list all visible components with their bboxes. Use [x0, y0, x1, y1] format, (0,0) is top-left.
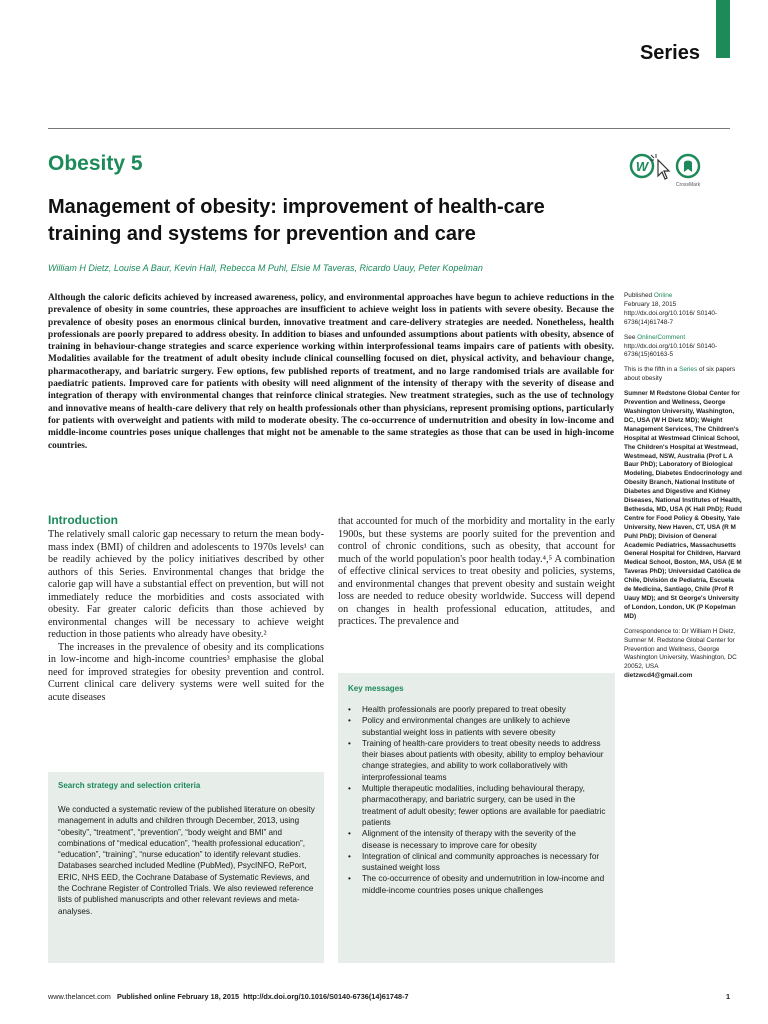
- introduction-heading: Introduction: [48, 513, 118, 527]
- list-item: • Multiple therapeutic modalities, including behavioural therapy, pharmacotherapy, and bariatric surgery, can be used in the treatment of adult obesity; fewer options are available for paediatric patients: [348, 783, 606, 828]
- published-note: [624, 292, 742, 328]
- sidebar: [624, 292, 742, 687]
- key-messages-title: Key messages: [348, 684, 404, 693]
- list-item: • Integration of clinical and community approaches is necessary for sustained weight loss: [348, 851, 606, 874]
- list-item: • The co-occurrence of obesity and undernutrition in low-income and middle-income countries poses unique challenges: [348, 873, 606, 896]
- affiliations: Sumner M Redstone Global Center for Prevention and Wellness, George Washington University, Washington, DC, USA (W H Dietz MD); Weight Management Services, The Children's Hospital at Westmead Clinical School, The Children's Hospital at Westmead, Westmead, NSW, Australia (Prof L A Baur PhD); Laboratory of Biological Modeling, Diabetes Endocrinology and Obesity Branch, National Institute of Diabetes and Digestive and Kidney Diseases, National Institutes of Health, Bethesda, MD, USA (K Hall PhD); Rudd Centre for Food Policy & Obesity, Yale University, New Haven, CT, USA (R M Puhl PhD); Division of General Academic Pediatrics, Massachusetts General Hospital for Children, Harvard Medical School, Boston, MA, USA (E M Taveras PhD); Universidad Católica de Chile, División de Pediatría, Escuela de Medicina, Santiago, Chile (Prof R Uauy MD); and St George's University of London, London, UK (P Kopelman MD): [624, 390, 742, 620]
- correspondence-email[interactable]: dietzwcd4@gmail.com: [624, 672, 693, 680]
- page-footer: [48, 992, 730, 1001]
- footer-site-link[interactable]: www.thelancet.com: [48, 992, 111, 1001]
- series-color-bar: [716, 0, 730, 58]
- search-strategy-title: Search strategy and selection criteria: [58, 781, 201, 790]
- series-label: Series: [639, 42, 700, 64]
- article-icons: [628, 152, 732, 192]
- intro-paragraph-3: that accounted for much of the morbidity and mortality in the early 1900s, but these systems are poorly suited for the prevention and control of chronic conditions, such as obesity, that account for much of the world population's poor health today.⁴,⁵ A combination of effective clinical services to treat obesity and policies, systems, and environmental changes that prevent obesity and sustain weight loss are needed to reduce obesity worldwide. Success will depend on changes in health professional education, attitudes, and practices. The prevalence and: [338, 516, 615, 627]
- intro-paragraph-1: The relatively small caloric gap necessary to return the mean body-mass index (BMI) of children and adolescents to 1970s levels¹ can be readily achieved by the policy initiatives described by other authors of this Series. Environmental changes that bridge the calorie gap will have a substantial effect on prevention, but will not immediately reduce the morbidities and costs associated with obesity. Far greater caloric deficits than those achieved by environmental changes will be necessary to achieve weight reduction in those patients who already have obesity.²: [48, 529, 324, 640]
- page-number: 1: [725, 992, 730, 1001]
- series-note-suffix: of six papers about obesity: [624, 366, 736, 383]
- header-rule: [48, 128, 730, 129]
- crossmark-label: CrossMark: [675, 182, 701, 188]
- list-item: • Training of health-care providers to treat obesity needs to address their biases about patients with obesity, ability to employ behaviour change strategies, and ability to work collaboratively with interprofessional teams: [348, 738, 606, 783]
- published-doi[interactable]: http://dx.doi.org/10.1016/ S0140-6736(14)61748-7: [624, 309, 718, 326]
- list-item: • Policy and environmental changes are unlikely to achieve substantial weight loss in patients with severe obesity: [348, 715, 606, 738]
- series-note-prefix: This is the fifth in a: [624, 366, 680, 374]
- abstract: Although the caloric deficits achieved by increased awareness, policy, and environmental approaches have begun to achieve reductions in the prevalence of obesity in some countries, these approaches are insufficient to achieve weight loss in patients with severe obesity. Because the prevalence of obesity poses an enormous clinical burden, innovative treatment and care-delivery strategies are needed. Nonetheless, health professionals are poorly prepared to address obesity. In addition to biases and unfounded assumptions about patients with obesity, absence of training in behaviour-change strategies and scarce experience working within interprofessional teams impairs care of patients with obesity. Modalities available for the treatment of adult obesity include clinical counselling focused on diet, physical activity, and behaviour change, pharmacotherapy, and bariatric surgery. Few options, few published reports of treatment, and no large randomised trials are available for paediatric patients. Improved care for patients with obesity will need alignment of the intensity of therapy with the severity of disease and integration of therapy with environmental changes that reinforce clinical strategies. New treatment strategies, such as the use of technology and innovative means of health-care delivery that rely on health professionals other than physicians, represent promising options, particularly for patients with overweight and patients with mild to moderate obesity. The co-occurrence of undernutrition and obesity in low-income and middle-income countries poses unique challenges that might not be amenable to the same strategies as those that can be used in high-income countries.: [48, 293, 614, 451]
- article-title: Management of obesity: improvement of health-care training and systems for prevention and care: [48, 196, 545, 245]
- list-item: • Alignment of the intensity of therapy with the severity of the disease is necessary to improve care for obesity: [348, 828, 606, 851]
- comment-note: [624, 334, 742, 361]
- correspondence-text: Correspondence to: Dr William H Dietz, Sumner M. Redstone Global Center for Prevention and Wellness, George Washington University, Washington, DC 20052, USA: [624, 627, 737, 671]
- published-prefix: Published: [624, 292, 654, 299]
- series-note: [624, 366, 742, 384]
- published-date: February 18, 2015: [624, 300, 677, 308]
- svg-text:W: W: [635, 159, 649, 174]
- list-item: • Health professionals are poorly prepared to treat obesity: [348, 704, 606, 715]
- crossmark-icon[interactable]: [676, 155, 701, 188]
- key-messages-list: [348, 704, 606, 896]
- online-comment-link[interactable]: Online/Comment: [637, 333, 686, 341]
- search-strategy-text: We conducted a systematic review of the published literature on obesity management in adults and children through December, 2013, using “obesity”, “treatment”, “prevention”, “body weight and BMI” and combinations of “medical education”, “health professional education”, “education”, “training”, “nurse education” to identify relevant studies. Databases searched included Medline (PubMed), PsycINFO, RePort, ERIC, NHS EED, the Cochrane Database of Systematic Reviews, and the Cochrane Register of Controlled Trials. We also reviewed reference lists of published manuscripts and other relevant reviews and meta-analyses.: [58, 805, 315, 916]
- body-column-right: [338, 516, 615, 629]
- footer-published: Published online February 18, 2015: [116, 992, 240, 1001]
- published-online-link[interactable]: Online: [653, 292, 673, 299]
- intro-paragraph-2: The increases in the prevalence of obesity and its complications in low-income and high-income countries³ emphasise the global need for improved strategies for obesity prevention and control. Current clinical care delivery systems were well suited for the acute diseases: [48, 641, 324, 703]
- series-link[interactable]: Series: [679, 366, 698, 374]
- comment-doi[interactable]: http://dx.doi.org/10.1016/ S0140-6736(15)60163-5: [624, 342, 718, 359]
- author-list[interactable]: William H Dietz, Louise A Baur, Kevin Hall, Rebecca M Puhl, Elsie M Taveras, Ricardo Uauy, Peter Kopelman: [48, 263, 483, 273]
- body-column-left: [48, 529, 324, 704]
- oa-w-icon[interactable]: [631, 155, 653, 177]
- series-name: Obesity 5: [48, 152, 143, 175]
- correspondence: [624, 628, 742, 681]
- see-prefix: See: [624, 333, 638, 341]
- footer-doi[interactable]: http://dx.doi.org/10.1016/S0140-6736(14)61748-7: [243, 992, 409, 1001]
